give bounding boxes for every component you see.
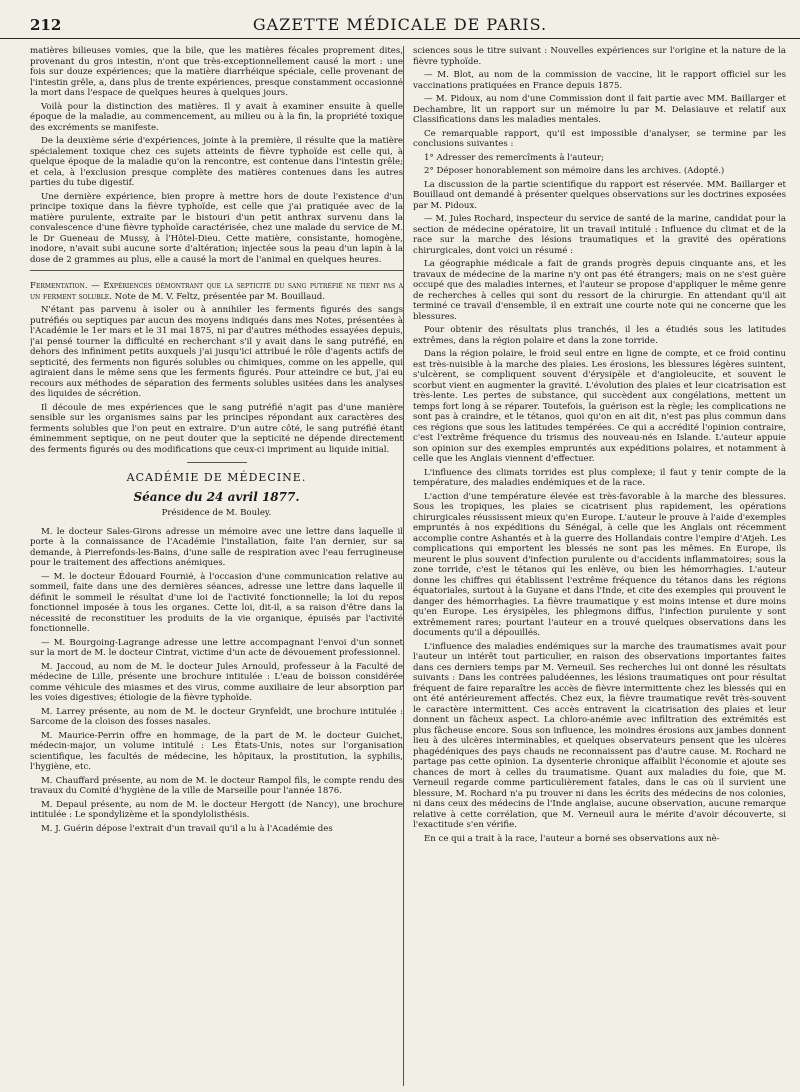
paragraph: Une dernière expérience, bien propre à mettre hors de doute l'existence d'un principe toxique dans la fièvre typhoïde, est celle que j'ai pratiquée avec de la matière purulente, extraite par le bistouri d'un petit anthrax survenu dans la convalescence d'une fièvre typhoïde caractérisée, chez une malade du service de M. le Dr Gueneau de Mussy, à l'Hôtel-Dieu. Cette matière, consistante, homogène, inodore, n'avait subi aucune sorte d'altération; injectée sous la peau d'un lapin à la dose de 2 grammes au plus, elle a causé la mort de l'animal en quelques heures.	[30, 191, 403, 265]
left-column	[30, 46, 403, 1092]
column-divider	[403, 46, 404, 1086]
paragraph: Pour obtenir des résultats plus tranchés, il les a étudiés sous les latitudes extrêmes, dans la région polaire et dans la zone torride.	[413, 325, 786, 346]
right-column	[413, 46, 786, 1092]
paragraph: M. Maurice-Perrin offre en hommage, de la part de M. le docteur Guichet, médecin-major, un volume intitulé : Les États-Unis, notes sur l'organisation scientifique, les facultés de médecine, les hôpitaux, la prostitution, la syphilis, l'hygiène, etc.	[30, 730, 403, 772]
paragraph: L'action d'une température élevée est très-favorable à la marche des blessures. Sous les tropiques, les plaies se cicatrisent plus rapidement, les opérations chirurgicales réussissent mieux qu'en Europe. L'auteur le prouve à l'aide d'exemples empruntés à nos expéditions du Sénégal, à celle que les Anglais ont récemment accomplie contre Ashantés et à la guerre des Hollandais contre l'empire d'Atjeh. Les complications qui emportent les blessés ne sont pas les mêmes. En Europe, ils meurent le plus souvent d'infection purulente ou d'accidents inflammatoires; sous la zone torride, c'est le tétanos qui les enlève, ou bien les hémorrhagies. L'auteur donne les chiffres qui établissent l'extrême fréquence du tétanos dans les régions équatoriales, surtout à la Guyane et dans l'Inde, et cite des exemples qui prouvent le danger des hémorrhagies. La fièvre traumatique y est moins intense et dure moins qu'en Europe. Les érysipèles, les phlegmons diffus, l'infection purulente y sont extrêmement rares; pourtant l'auteur en a trouvé quelques observations dans les documents qu'il a dépouillés.	[413, 491, 786, 638]
paragraph: Voilà pour la distinction des matières. Il y avait à examiner ensuite à quelle époque de la maladie, au commencement, au milieu ou à la fin, la propriété toxique des excréments se manifeste.	[30, 101, 403, 133]
paragraph: 1° Adresser des remercîments à l'auteur;	[424, 152, 605, 163]
section-rule	[30, 270, 403, 271]
page-header	[0, 14, 800, 39]
paragraph: 2° Déposer honorablement son mémoire dans les archives. (Adopté.)	[424, 166, 725, 176]
paragraph: matières bilieuses vomies, que la bile, que les matières fécales proprement dites, provenant du gros intestin, n'ont que très-exceptionnellement causé la mort : une fois sur douze expériences; que la matière diarrhéique spéciale, celle provenant de l'intestin grêle, a, dans plus de trente expériences, presque constamment occasionné la mort dans l'espace de quelques heures à quelques jours.	[30, 46, 403, 98]
paragraph: Dans la région polaire, le froid seul entre en ligne de compte, et ce froid continu est très-nuisible à la marche des plaies. Les érosions, les blessures légères suintent, s'ulcèrent, se compliquent souvent d'érysipèle et d'angioleucite, et souvent le scorbut vient en augmenter la gravité. L'évolution des plaies et leur cicatrisation est très-lente. Les pertes de substance, qui succèdent aux congélations, mettent un temps fort long à se réparer. Toutefois, la guérison est la règle; les complications ne sont pas à craindre, et le tétanos, quoi qu'on en ait dit, n'est pas plus commun dans ces régions que sous les latitudes tempérées. Ce qui a accrédité l'opinion contraire, c'est l'extrême fréquence du trismus des nouveau-nés en Islande. L'auteur appuie son opinion sur des exemples empruntés aux expéditions polaires, et notamment à celle que les Anglais viennent d'effectuer.	[413, 349, 786, 464]
paragraph: — M. Bourgoing-Lagrange adresse une lettre accompagnant l'envoi d'un sonnet sur la mort de M. le docteur Cintrat, victime d'un acte de dévouement professionnel.	[30, 637, 403, 658]
fermentation-note: Note de M. V. Feltz, présentée par M. Bouillaud.	[111, 291, 326, 302]
paragraph: M. Depaul présente, au nom de M. le docteur Hergott (de Nancy), une brochure intitulée : Le spondylizème et la spondylolisthésis.	[30, 799, 403, 820]
paragraph: M. J. Guérin dépose l'extrait d'un travail qu'il a lu à l'Académie des	[41, 823, 333, 834]
paragraph: L'influence des climats torrides est plus complexe; il faut y tenir compte de la température, des maladies endémiques et de la race.	[413, 467, 786, 488]
page-number: 212	[30, 16, 62, 34]
section-rule	[187, 462, 247, 463]
paragraph: La géographie médicale a fait de grands progrès depuis cinquante ans, et les travaux de médecine de la marine n'y ont pas été étrangers; mais on ne s'est guère occupé que des maladies internes, et l'auteur se propose d'appliquer le même genre de recherches à celles qui sont du ressort de la chirurgie. En attendant qu'il ait terminé ce travail d'ensemble, il en extrait une courte note qui ne concerne que les blessures.	[413, 259, 786, 322]
journal-title: GAZETTE MÉDICALE DE PARIS.	[252, 15, 548, 34]
paragraph: Il découle de mes expériences que le sang putréfié n'agit pas d'une manière sensible sur les organismes sains par les principes répondant aux caractères des ferments solubles que l'on peut en extraire. D'un autre côté, le sang putréfié étant éminemment septique, on ne peut douter que la septicité ne dépende directement des ferments figurés ou des modifications que ceux-ci impriment au liquide initial.	[30, 402, 403, 455]
seance-title: Séance du 24 avril 1877.	[133, 489, 300, 504]
paragraph: M. Chauffard présente, au nom de M. le docteur Rampol fils, le compte rendu des travaux du Comité d'hygiène de la ville de Marseille pour l'année 1876.	[30, 775, 403, 796]
paragraph: La discussion de la partie scientifique du rapport est réservée. MM. Baillarger et Bouillaud ont demandé à présenter quelques observations sur les doctrines exposées par M. Pidoux.	[413, 179, 786, 211]
paragraph: Ce remarquable rapport, qu'il est impossible d'analyser, se termine par les conclusions suivantes :	[413, 128, 786, 149]
paragraph: — M. le docteur Édouard Fournié, à l'occasion d'une communication relative au sommeil, faite dans une des dernières séances, adresse une lettre dans laquelle il définit le sommeil le résultat d'une loi de l'activité fonctionnelle; la loi du repos fonctionnel imposée à tous les organes. Cette loi, dit-il, a sa raison d'être dans la nécessité de reconstituer les produits de la vie organique, épuisés par l'activité fonctionnelle.	[30, 571, 403, 634]
academie-title: ACADÉMIE DE MÉDECINE.	[126, 471, 307, 484]
paragraph: — M. Pidoux, au nom d'une Commission dont il fait partie avec MM. Baillarger et Dechambre, lit un rapport sur un mémoire lu par M. Delasiauve et relatif aux Classifications dans les maladies mentales.	[413, 94, 786, 125]
paragraph: M. Jaccoud, au nom de M. le docteur Jules Arnould, professeur à la Faculté de médecine de Lille, présente une brochure intitulée : L'eau de boisson considérée comme véhicule des miasmes et des virus, comme auxiliaire de leur absorption par les voies digestives; étiologie de la fièvre typhoïde.	[30, 661, 403, 703]
paragraph: M. Larrey présente, au nom de M. le docteur Grynfeldt, une brochure intitulée : Sarcome de la cloison des fosses nasales.	[30, 706, 403, 727]
fermentation-article-heading	[30, 281, 403, 302]
paragraph: — M. Blot, au nom de la commission de vaccine, lit le rapport officiel sur les vaccinations pratiquées en France depuis 1875.	[413, 70, 786, 91]
paragraph: En ce qui a trait à la race, l'auteur a borné ses observations aux nè-	[424, 833, 720, 844]
fermentation-heading: Fermentation. — Expériences démontrant que la septicité du sang putréfié ne tient pas a un ferment soluble.	[30, 281, 403, 302]
presidence-line: Présidence de M. Bouley.	[161, 508, 272, 518]
paragraph: M. le docteur Sales-Girons adresse un mémoire avec une lettre dans laquelle il porte à la connaissance de l'Académie l'installation, faite l'an dernier, sur sa demande, à Pierrefonds-les-Bains, d'une salle de respiration avec l'eau ferrugineuse pour le traitement des affections anémiques.	[30, 526, 403, 568]
paragraph: L'influence des maladies endémiques sur la marche des traumatismes avait pour l'auteur un intérêt tout particulier, en raison des observations importantes faites dans ces derniers temps par M. Verneuil. Ses recherches lui ont donné les résultats suivants : Dans les contrées paludéennes, les lésions traumatiques ont pour résultat fréquent de faire reparaître les accès de fièvre intermittente chez les blessés qui en ont été antérieurement affectés. Chez eux, la fièvre traumatique revêt très-souvent le caractère intermittent. Ces accès entravent la cicatrisation des plaies et leur donnent un fâcheux aspect. La chloro-anémie avec infiltration des extrémités est plus fâcheuse encore. Sous son influence, les moindres érosions aux jambes donnent lieu à des ulcères interminables, et quelques observateurs pensent que les ulcères phagédéniques des pays chauds ne reconnaissent pas d'autre cause. M. Rochard ne partage pas cette opinion. La dysenterie chronique affaiblit l'économie et ajoute ses chances de mort à celles du traumatisme. Quant aux maladies du foie, que M. Verneuil regarde comme particulièrement fatales, dans le cas où il survient une blessure, M. Rochard n'a pu trouver ni dans les écrits des médecins de nos colonies, ni dans ceux des médecins de l'Inde anglaise, aucune observation, aucune remarque relative à cette corrélation, que M. Verneuil aura le mérite d'avoir découverte, si l'exactitude s'en vérifie.	[413, 641, 786, 830]
paragraph: — M. Jules Rochard, inspecteur du service de santé de la marine, candidat pour la section de médecine opératoire, lit un travail intitulé : Influence du climat et de la race sur la marche des lésions traumatiques et la gravité des opérations chirurgicales, dont voici un résumé :	[413, 214, 786, 256]
paragraph: De la deuxième série d'expériences, jointe à la première, il résulte que la matière spécialement toxique chez ces sujets atteints de fièvre typhoïde est celle qui, à quelque époque de la maladie qu'on la rencontre, est contenue dans l'intestin grêle; et cela, à l'exclusion presque complète des matières contenues dans les autres parties du tube digestif.	[30, 136, 403, 188]
paragraph: N'étant pas parvenu à isoler ou à annihiler les ferments figurés des sangs putréfiés ou septiques par aucun des moyens indiqués dans mes Notes, présentées à l'Académie le 1er mars et le 31 mai 1875, ni par d'autres méthodes essayées depuis, j'ai pensé tourner la difficulté en recherchant s'il y avait dans le sang putréfié, en dehors des infiniment petits auxquels j'ai jusqu'ici attribué le rôle d'agents actifs de septicité, des ferments non figurés solubles ou chimiques, comme on les appelle, qui agiraient dans le même sens que les ferments figurés. Pour atteindre ce but, j'ai eu recours aux méthodes de séparation des ferments solubles usitées dans les analyses des liquides de sécrétion.	[30, 305, 403, 399]
paragraph: sciences sous le titre suivant : Nouvelles expériences sur l'origine et la nature de la fièvre typhoïde.	[413, 46, 786, 67]
